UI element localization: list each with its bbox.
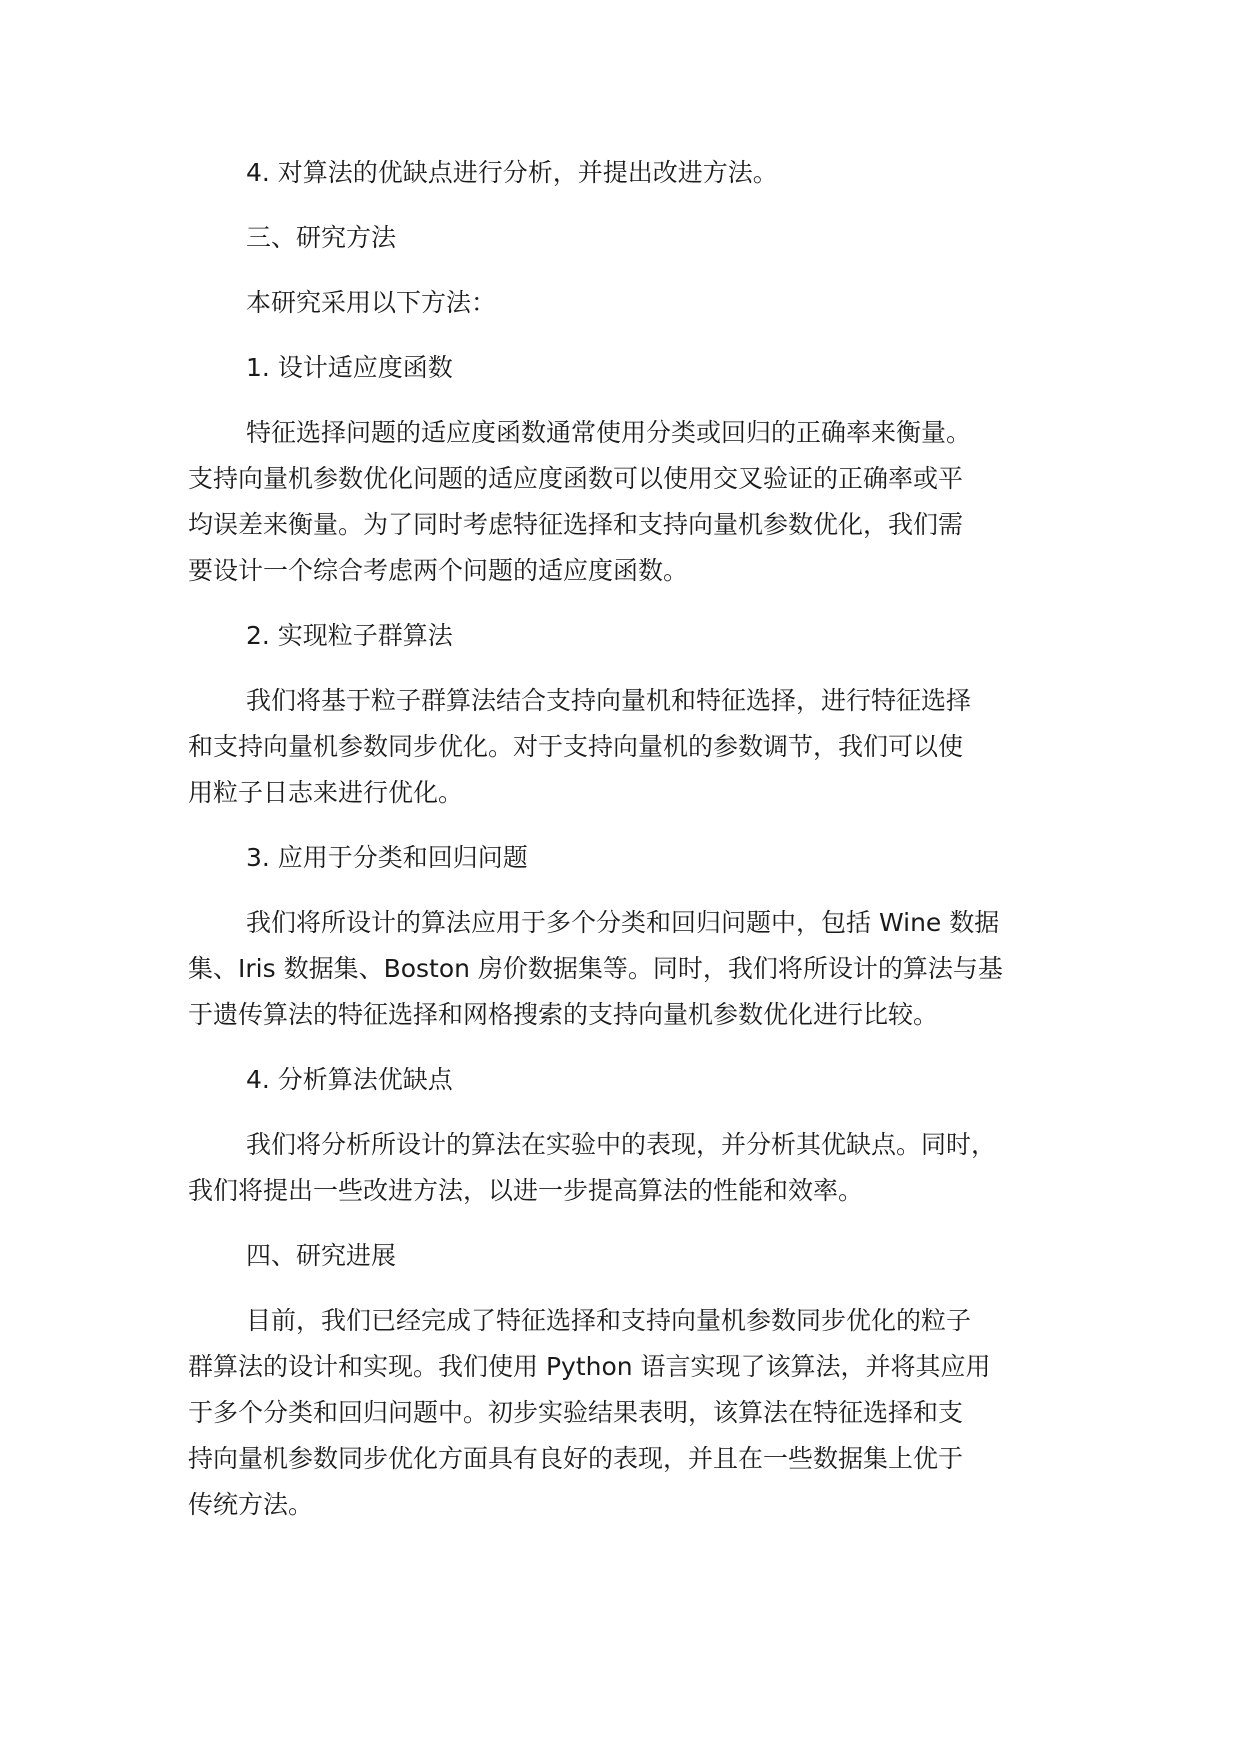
paragraph-line: 均误差来衡量。为了同时考虑特征选择和支持向量机参数优化，我们需 [188,510,964,539]
section-heading-progress: 四、研究进展 [246,1241,397,1270]
paragraph-line: 和支持向量机参数同步优化。对于支持向量机的参数调节，我们可以使 [188,732,964,761]
paragraph-fitness [188,410,1088,594]
paragraph-line: 我们将基于粒子群算法结合支持向量机和特征选择，进行特征选择 [246,686,972,715]
section-heading-methods: 三、研究方法 [246,223,397,252]
document-body [188,150,1088,1547]
paragraph-line: 于遗传算法的特征选择和网格搜索的支持向量机参数优化进行比较。 [188,1000,939,1029]
paragraph-line: 集、Iris 数据集、Boston 房价数据集等。同时，我们将所设计的算法与基 [188,954,1003,983]
paragraph-application [188,900,1088,1038]
subheading-application: 3. 应用于分类和回归问题 [246,843,528,872]
subheading-fitness: 1. 设计适应度函数 [246,353,453,382]
subheading-analysis: 4. 分析算法优缺点 [246,1065,453,1094]
paragraph-line: 要设计一个综合考虑两个问题的适应度函数。 [188,556,689,585]
paragraph-line: 我们将分析所设计的算法在实验中的表现，并分析其优缺点。同时， [246,1130,997,1159]
paragraph-pso [188,678,1088,816]
paragraph-line: 于多个分类和回归问题中。初步实验结果表明，该算法在特征选择和支 [188,1398,964,1427]
paragraph-line: 群算法的设计和实现。我们使用 Python 语言实现了该算法，并将其应用 [188,1352,991,1381]
paragraph-line: 持向量机参数同步优化方面具有良好的表现，并且在一些数据集上优于 [188,1444,964,1473]
paragraph-line: 支持向量机参数优化问题的适应度函数可以使用交叉验证的正确率或平 [188,464,964,493]
paragraph-line: 我们将所设计的算法应用于多个分类和回归问题中，包括 Wine 数据 [246,908,1000,937]
paragraph-line: 用粒子日志来进行优化。 [188,778,464,807]
paragraph-line: 特征选择问题的适应度函数通常使用分类或回归的正确率来衡量。 [246,418,972,447]
paragraph-line: 我们将提出一些改进方法，以进一步提高算法的性能和效率。 [188,1176,864,1205]
paragraph-progress [188,1298,1088,1528]
paragraph-line: 目前，我们已经完成了特征选择和支持向量机参数同步优化的粒子 [246,1306,972,1335]
methods-intro: 本研究采用以下方法： [246,288,497,317]
paragraph-line: 传统方法。 [188,1490,314,1519]
list-item-analyze: 4. 对算法的优缺点进行分析，并提出改进方法。 [246,158,778,187]
subheading-pso: 2. 实现粒子群算法 [246,621,453,650]
paragraph-analysis [188,1122,1088,1214]
